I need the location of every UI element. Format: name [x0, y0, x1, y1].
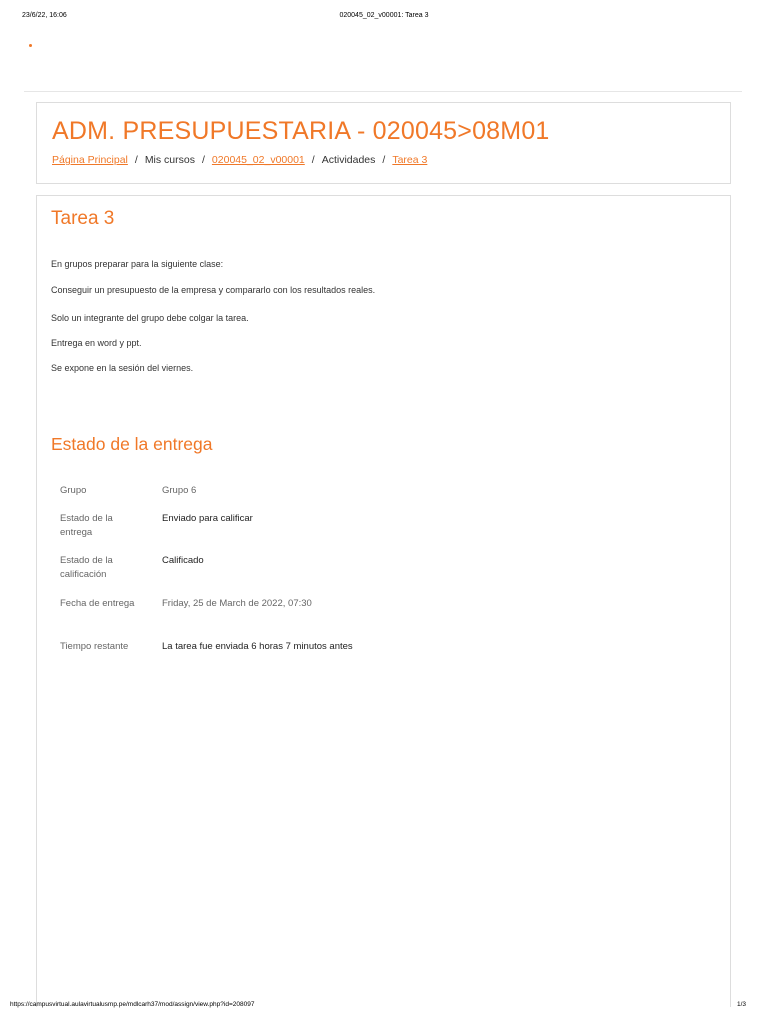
description-line: Solo un integrante del grupo debe colgar la tarea. [51, 313, 249, 323]
status-label: Estado de la calificación [60, 555, 113, 580]
print-header [0, 0, 768, 24]
breadcrumb-separator: / [311, 154, 315, 166]
status-value: La tarea fue enviada 6 horas 7 minutos antes [162, 641, 353, 652]
status-value: Calificado [162, 555, 204, 566]
print-page-title: 020045_02_v00001: Tarea 3 [339, 12, 429, 19]
course-header-card [36, 102, 731, 184]
breadcrumb-item-activities: Actividades [321, 154, 376, 166]
description-line: En grupos preparar para la siguiente clase: [51, 259, 224, 269]
header-divider [24, 91, 742, 92]
status-label: Tiempo restante [60, 641, 129, 652]
course-title: ADM. PRESUPUESTARIA - 020045>08M01 [52, 117, 550, 145]
status-label: Fecha de entrega [60, 598, 135, 609]
status-value: Enviado para calificar [162, 513, 253, 524]
description-line: Conseguir un presupuesto de la empresa y compararlo con los resultados reales. [51, 285, 376, 295]
submission-status-heading: Estado de la entrega [51, 434, 213, 454]
assignment-card [36, 195, 731, 1007]
status-value: Friday, 25 de March de 2022, 07:30 [162, 598, 312, 609]
breadcrumb-separator: / [202, 154, 205, 166]
status-label: Grupo [60, 485, 87, 496]
bullet-dot-icon [29, 44, 32, 47]
breadcrumb-separator: / [382, 154, 386, 166]
breadcrumb-item-assignment[interactable]: Tarea 3 [392, 154, 428, 166]
breadcrumb [52, 154, 427, 166]
description-line: Entrega en word y ppt. [51, 338, 142, 348]
description-line: Se expone en la sesión del viernes. [51, 363, 194, 373]
print-date: 23/6/22, 16:06 [22, 12, 67, 19]
page-url: https://campusvirtual.aulavirtualusmp.pe/mdlcarh37/mod/assign/view.php?id=208097 [10, 1001, 255, 1008]
breadcrumb-separator: / [134, 154, 138, 166]
assignment-title: Tarea 3 [51, 208, 115, 229]
breadcrumb-item-course[interactable]: 020045_02_v00001 [211, 154, 305, 166]
page-number: 1/3 [736, 1001, 746, 1008]
breadcrumb-item-home[interactable]: Página Principal [52, 154, 128, 166]
status-label: Estado de la entrega [60, 513, 113, 538]
status-value: Grupo 6 [162, 485, 197, 496]
breadcrumb-item-my-courses: Mis cursos [144, 154, 195, 166]
